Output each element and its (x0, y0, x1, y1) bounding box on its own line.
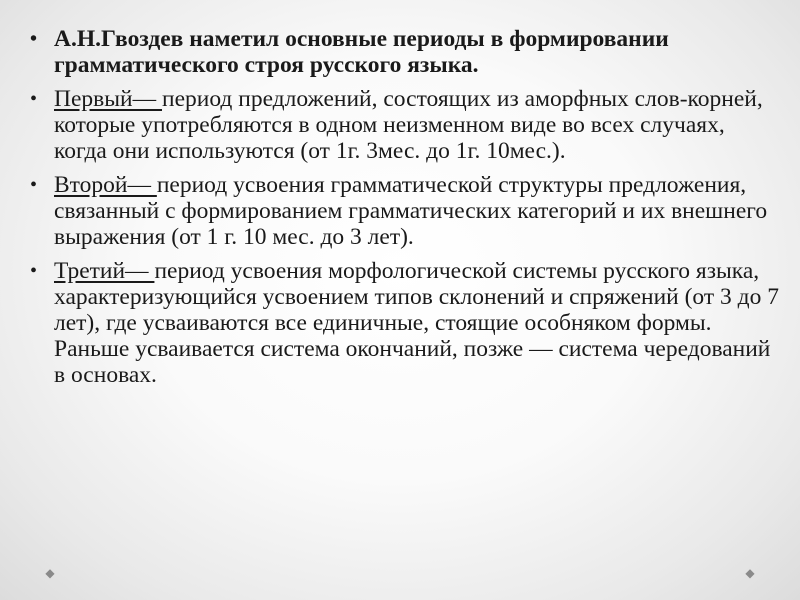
period-text-1: период предложений, состоящих из аморфных слов-корней, которые употребляются в одном неизменном виде во всех случаях, когда они используются (от 1г. 3мес. до 1г. 10мес.). (54, 86, 763, 164)
period-term-2: Второй— (54, 172, 157, 198)
period-term-3: Третий— (54, 258, 155, 284)
period-item-1 (30, 86, 782, 164)
period-item-2 (30, 172, 782, 250)
bullet-dot-icon: • (30, 260, 38, 282)
period-text-2: период усвоения грамматической структуры предложения, связанный с формированием грамматических категорий и их внешнего выражения (от 1 г. 10 мес. до 3 лет). (54, 172, 768, 250)
period-text-3: период усвоения морфологической системы русского языка, характеризующийся усвоением типов склонений и спряжений (от 3 до 7 лет), где усваиваются все единичные, стоящие особняком формы. Раньше усваивается система окончаний, позже — система чередований в основах. (54, 258, 779, 388)
corner-diamond-icon: ◆ (745, 566, 755, 580)
bullet-list (30, 26, 782, 396)
period-term-1: Первый— (54, 86, 162, 112)
period-item-3 (30, 258, 782, 388)
bullet-dot-icon: • (30, 88, 38, 110)
corner-diamond-icon: ◆ (45, 566, 55, 580)
bullet-dot-icon: • (30, 174, 38, 196)
heading-bullet (30, 26, 782, 78)
bullet-dot-icon: • (30, 28, 38, 50)
heading-text: А.Н.Гвоздев наметил основные периоды в формировании грамматического строя русского языка. (54, 26, 669, 78)
